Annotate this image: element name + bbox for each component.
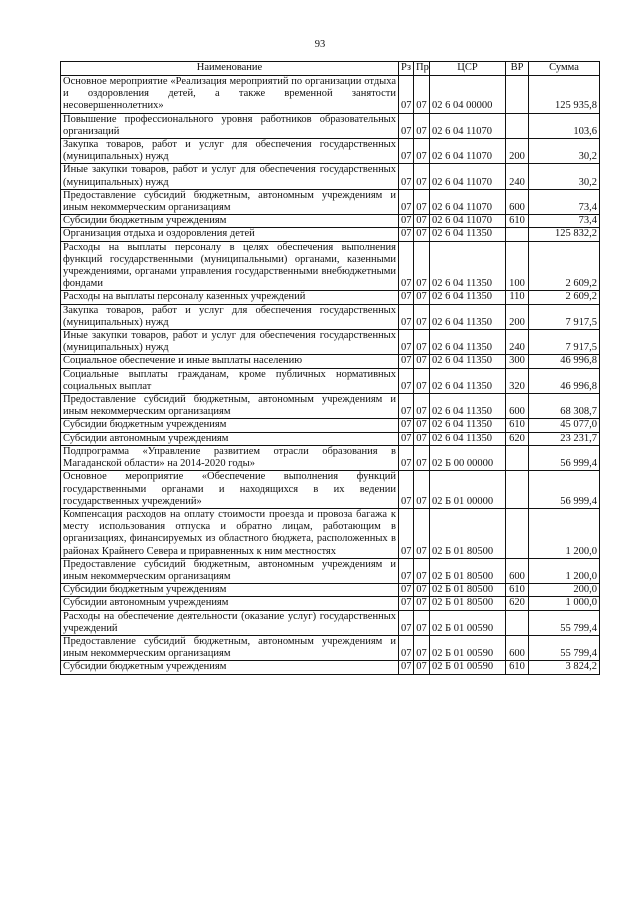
row-rz: 07 <box>399 610 414 635</box>
row-csr: 02 6 04 11350 <box>430 291 506 304</box>
row-name: Повышение профессионального уровня работников образовательных организаций <box>61 113 399 138</box>
row-csr: 02 Б 01 00590 <box>430 635 506 660</box>
row-pr: 07 <box>414 164 430 189</box>
row-csr: 02 6 04 11070 <box>430 164 506 189</box>
row-sum: 1 200,0 <box>529 558 600 583</box>
row-csr: 02 6 04 11350 <box>430 241 506 291</box>
row-csr: 02 Б 01 00590 <box>430 610 506 635</box>
row-rz: 07 <box>399 635 414 660</box>
row-rz: 07 <box>399 508 414 558</box>
row-vr: 240 <box>506 330 529 355</box>
row-csr: 02 Б 01 80500 <box>430 508 506 558</box>
row-pr: 07 <box>414 355 430 368</box>
table-row <box>61 394 600 419</box>
row-rz: 07 <box>399 139 414 164</box>
row-vr: 110 <box>506 291 529 304</box>
row-sum: 1 200,0 <box>529 508 600 558</box>
row-sum: 2 609,2 <box>529 241 600 291</box>
budget-table <box>60 61 600 675</box>
row-pr: 07 <box>414 419 430 432</box>
row-csr: 02 6 04 11070 <box>430 113 506 138</box>
row-csr: 02 6 04 00000 <box>430 76 506 114</box>
row-pr: 07 <box>414 330 430 355</box>
row-rz: 07 <box>399 419 414 432</box>
row-sum: 200,0 <box>529 584 600 597</box>
header-rz: Рз <box>399 62 414 76</box>
table-row <box>61 304 600 329</box>
row-sum: 1 000,0 <box>529 597 600 610</box>
row-vr <box>506 113 529 138</box>
row-pr: 07 <box>414 228 430 241</box>
page-number: 93 <box>314 39 326 50</box>
row-rz: 07 <box>399 215 414 228</box>
row-pr: 07 <box>414 610 430 635</box>
header-sum: Сумма <box>529 62 600 76</box>
row-sum: 73,4 <box>529 215 600 228</box>
row-pr: 07 <box>414 432 430 445</box>
row-rz: 07 <box>399 355 414 368</box>
header-name: Наименование <box>61 62 399 76</box>
table-row <box>61 584 600 597</box>
table-row <box>61 164 600 189</box>
row-name: Компенсация расходов на оплату стоимости проезда и провоза багажа к месту использования отпуска и обратно лицам, работающим в организациях, финансируемых из областного бюджета, расположенных в районах Крайнего Севера и приравненных к ним местностях <box>61 508 399 558</box>
table-row <box>61 661 600 674</box>
row-name: Субсидии бюджетным учреждениям <box>61 419 399 432</box>
header-vr: ВР <box>506 62 529 76</box>
table-row <box>61 508 600 558</box>
row-pr: 07 <box>414 558 430 583</box>
row-sum: 103,6 <box>529 113 600 138</box>
row-name: Предоставление субсидий бюджетным, автономным учреждениям и иным некоммерческим организациям <box>61 394 399 419</box>
row-csr: 02 6 04 11350 <box>430 304 506 329</box>
row-name: Субсидии бюджетным учреждениям <box>61 215 399 228</box>
table-row <box>61 189 600 214</box>
table-row <box>61 432 600 445</box>
table-header-row <box>61 62 600 76</box>
row-rz: 07 <box>399 661 414 674</box>
row-csr: 02 6 04 11350 <box>430 368 506 393</box>
header-pr: Пр <box>414 62 430 76</box>
table-row <box>61 330 600 355</box>
row-vr: 200 <box>506 304 529 329</box>
row-pr: 07 <box>414 139 430 164</box>
row-vr: 240 <box>506 164 529 189</box>
row-rz: 07 <box>399 189 414 214</box>
row-csr: 02 6 04 11350 <box>430 394 506 419</box>
row-vr: 620 <box>506 432 529 445</box>
row-vr <box>506 445 529 470</box>
row-sum: 45 077,0 <box>529 419 600 432</box>
row-pr: 07 <box>414 661 430 674</box>
row-vr: 100 <box>506 241 529 291</box>
row-sum: 68 308,7 <box>529 394 600 419</box>
row-name: Основное мероприятие «Обеспечение выполнения функций государственными органами и находящихся в их ведении государственных учреждений» <box>61 471 399 509</box>
row-rz: 07 <box>399 164 414 189</box>
row-pr: 07 <box>414 76 430 114</box>
row-csr: 02 Б 01 80500 <box>430 584 506 597</box>
row-csr: 02 6 04 11350 <box>430 228 506 241</box>
row-rz: 07 <box>399 584 414 597</box>
row-sum: 7 917,5 <box>529 304 600 329</box>
row-rz: 07 <box>399 241 414 291</box>
row-rz: 07 <box>399 558 414 583</box>
row-sum: 46 996,8 <box>529 355 600 368</box>
row-pr: 07 <box>414 471 430 509</box>
row-name: Закупка товаров, работ и услуг для обеспечения государственных (муниципальных) нужд <box>61 304 399 329</box>
table-row <box>61 215 600 228</box>
table-row <box>61 241 600 291</box>
row-sum: 7 917,5 <box>529 330 600 355</box>
row-name: Расходы на обеспечение деятельности (оказание услуг) государственных учреждений <box>61 610 399 635</box>
row-vr: 600 <box>506 635 529 660</box>
row-vr <box>506 76 529 114</box>
row-csr: 02 Б 01 00590 <box>430 661 506 674</box>
table-row <box>61 635 600 660</box>
row-vr: 300 <box>506 355 529 368</box>
row-vr: 200 <box>506 139 529 164</box>
row-csr: 02 6 04 11350 <box>430 355 506 368</box>
row-name: Субсидии автономным учреждениям <box>61 597 399 610</box>
row-sum: 55 799,4 <box>529 610 600 635</box>
table-row <box>61 610 600 635</box>
table-row <box>61 368 600 393</box>
row-name: Субсидии бюджетным учреждениям <box>61 584 399 597</box>
row-vr: 600 <box>506 394 529 419</box>
row-sum: 125 935,8 <box>529 76 600 114</box>
row-vr <box>506 471 529 509</box>
table-row <box>61 76 600 114</box>
row-rz: 07 <box>399 291 414 304</box>
row-name: Социальные выплаты гражданам, кроме публичных нормативных социальных выплат <box>61 368 399 393</box>
row-vr: 600 <box>506 558 529 583</box>
row-rz: 07 <box>399 368 414 393</box>
row-pr: 07 <box>414 584 430 597</box>
row-vr <box>506 610 529 635</box>
table-row <box>61 471 600 509</box>
row-vr: 610 <box>506 215 529 228</box>
row-sum: 30,2 <box>529 164 600 189</box>
row-vr <box>506 508 529 558</box>
row-name: Социальное обеспечение и иные выплаты населению <box>61 355 399 368</box>
table-body <box>61 76 600 675</box>
row-vr: 610 <box>506 661 529 674</box>
row-pr: 07 <box>414 635 430 660</box>
row-sum: 56 999,4 <box>529 471 600 509</box>
row-sum: 2 609,2 <box>529 291 600 304</box>
row-name: Организация отдыха и оздоровления детей <box>61 228 399 241</box>
row-name: Расходы на выплаты персоналу в целях обеспечения выполнения функций государственными (муниципальными) органами, казенными учреждениями, органами управления государственными внебюджетными фондами <box>61 241 399 291</box>
row-name: Иные закупки товаров, работ и услуг для обеспечения государственных (муниципальных) нужд <box>61 330 399 355</box>
row-name: Субсидии бюджетным учреждениям <box>61 661 399 674</box>
row-sum: 23 231,7 <box>529 432 600 445</box>
row-pr: 07 <box>414 241 430 291</box>
row-csr: 02 6 04 11070 <box>430 189 506 214</box>
row-name: Подпрограмма «Управление развитием отрасли образования в Магаданской области» на 2014-2020 годы» <box>61 445 399 470</box>
row-name: Субсидии автономным учреждениям <box>61 432 399 445</box>
row-csr: 02 6 04 11350 <box>430 419 506 432</box>
table-row <box>61 139 600 164</box>
table-row <box>61 113 600 138</box>
row-csr: 02 Б 01 80500 <box>430 558 506 583</box>
row-vr <box>506 228 529 241</box>
row-rz: 07 <box>399 113 414 138</box>
row-vr: 610 <box>506 419 529 432</box>
row-vr: 320 <box>506 368 529 393</box>
table-row <box>61 419 600 432</box>
row-vr: 610 <box>506 584 529 597</box>
row-name: Предоставление субсидий бюджетным, автономным учреждениям и иным некоммерческим организациям <box>61 189 399 214</box>
row-pr: 07 <box>414 394 430 419</box>
row-vr: 620 <box>506 597 529 610</box>
row-sum: 55 799,4 <box>529 635 600 660</box>
header-csr: ЦСР <box>430 62 506 76</box>
row-sum: 3 824,2 <box>529 661 600 674</box>
row-pr: 07 <box>414 304 430 329</box>
row-csr: 02 Б 00 00000 <box>430 445 506 470</box>
row-csr: 02 Б 01 80500 <box>430 597 506 610</box>
row-rz: 07 <box>399 432 414 445</box>
row-pr: 07 <box>414 445 430 470</box>
row-name: Иные закупки товаров, работ и услуг для обеспечения государственных (муниципальных) нужд <box>61 164 399 189</box>
row-sum: 30,2 <box>529 139 600 164</box>
row-pr: 07 <box>414 189 430 214</box>
row-rz: 07 <box>399 330 414 355</box>
row-name: Основное мероприятие «Реализация мероприятий по организации отдыха и оздоровления детей, а также временной занятости несовершеннолетних» <box>61 76 399 114</box>
row-sum: 125 832,2 <box>529 228 600 241</box>
row-pr: 07 <box>414 597 430 610</box>
row-sum: 46 996,8 <box>529 368 600 393</box>
row-pr: 07 <box>414 291 430 304</box>
row-name: Расходы на выплаты персоналу казенных учреждений <box>61 291 399 304</box>
table-row <box>61 228 600 241</box>
row-csr: 02 6 04 11070 <box>430 139 506 164</box>
table-row <box>61 291 600 304</box>
table-row <box>61 558 600 583</box>
row-name: Предоставление субсидий бюджетным, автономным учреждениям и иным некоммерческим организациям <box>61 558 399 583</box>
row-sum: 56 999,4 <box>529 445 600 470</box>
row-rz: 07 <box>399 228 414 241</box>
row-csr: 02 6 04 11350 <box>430 432 506 445</box>
row-vr: 600 <box>506 189 529 214</box>
row-rz: 07 <box>399 394 414 419</box>
row-csr: 02 6 04 11350 <box>430 330 506 355</box>
row-rz: 07 <box>399 76 414 114</box>
row-rz: 07 <box>399 445 414 470</box>
row-pr: 07 <box>414 113 430 138</box>
row-pr: 07 <box>414 508 430 558</box>
row-csr: 02 6 04 11070 <box>430 215 506 228</box>
row-pr: 07 <box>414 215 430 228</box>
table-row <box>61 445 600 470</box>
row-pr: 07 <box>414 368 430 393</box>
row-rz: 07 <box>399 597 414 610</box>
table-row <box>61 355 600 368</box>
table-row <box>61 597 600 610</box>
row-csr: 02 Б 01 00000 <box>430 471 506 509</box>
row-sum: 73,4 <box>529 189 600 214</box>
row-name: Предоставление субсидий бюджетным, автономным учреждениям и иным некоммерческим организациям <box>61 635 399 660</box>
row-rz: 07 <box>399 304 414 329</box>
row-rz: 07 <box>399 471 414 509</box>
row-name: Закупка товаров, работ и услуг для обеспечения государственных (муниципальных) нужд <box>61 139 399 164</box>
